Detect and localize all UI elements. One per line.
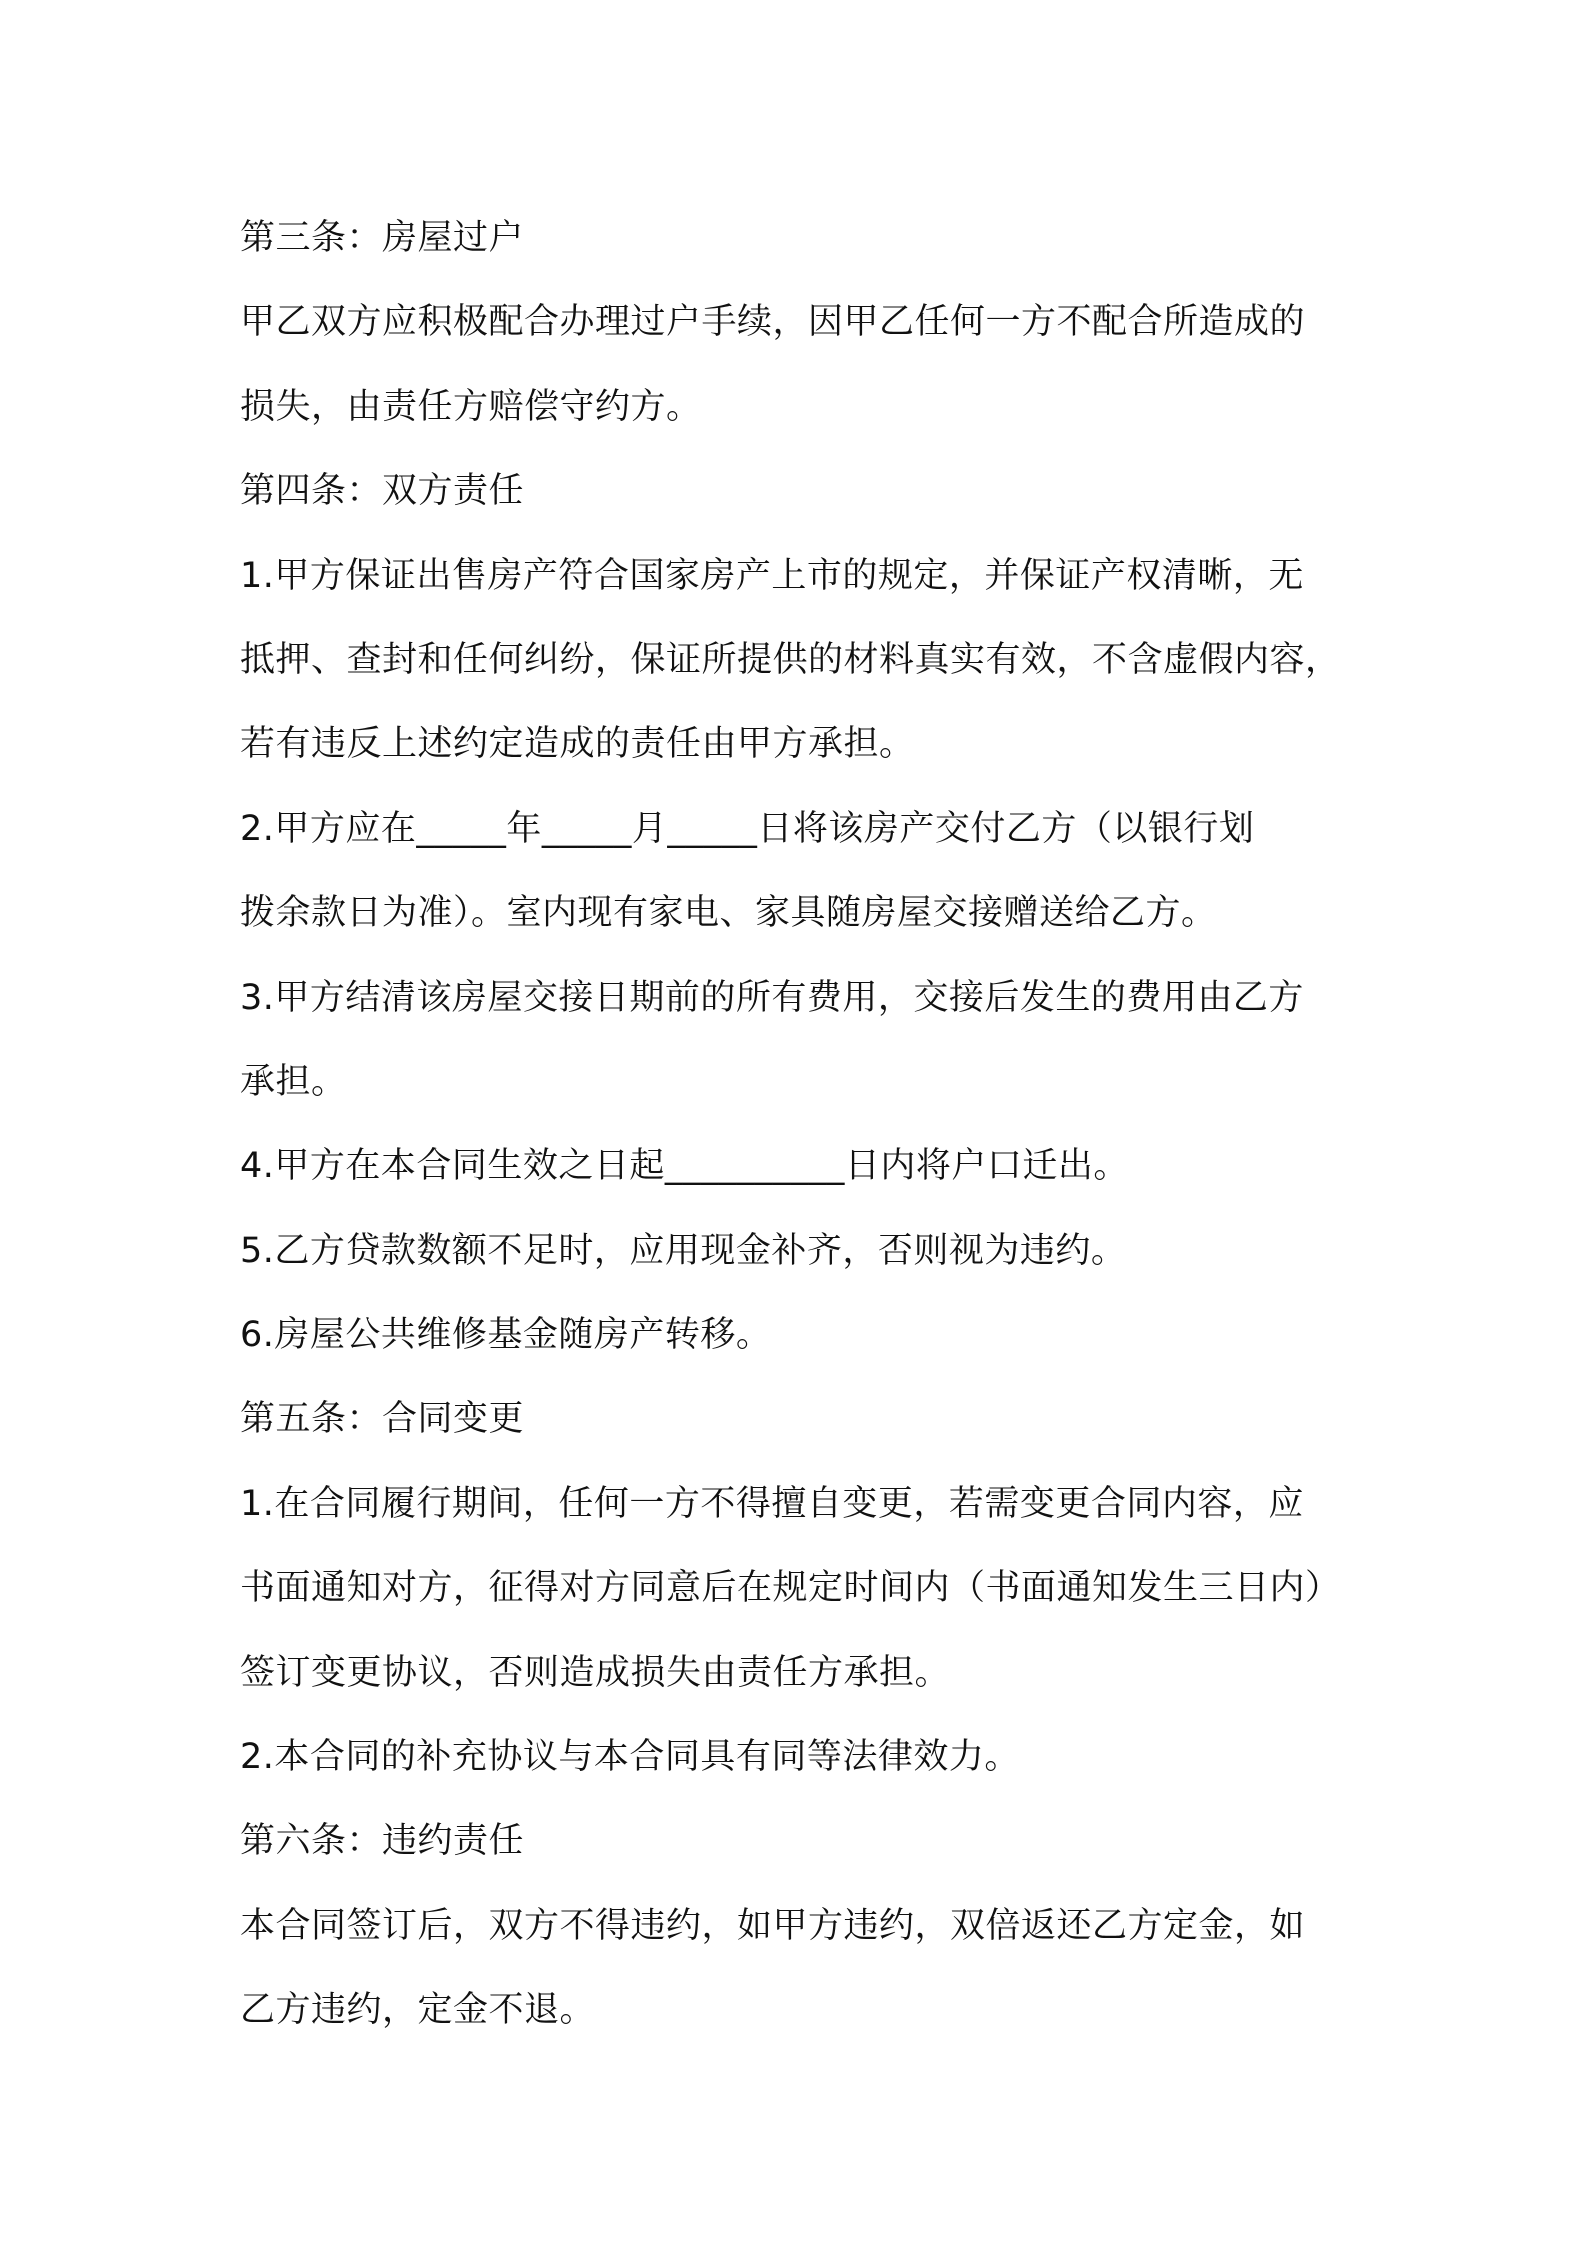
article-4-item-3-line-2: 承担。 [240,1061,347,1102]
article-4-item-5: 5.乙方贷款数额不足时，应用现金补齐，否则视为违约。 [240,1230,1127,1271]
article-3-heading: 第三条：房屋过户 [240,218,525,258]
article-6-text-line-2: 乙方违约，定金不退。 [240,1990,596,2031]
article-5-item-1-line-1: 1.在合同履行期间，任何一方不得擅自变更，若需变更合同内容，应 [240,1483,1304,1524]
article-4-item-3-line-1: 3.甲方结清该房屋交接日期前的所有费用，交接后发生的费用由乙方 [240,977,1304,1018]
article-4-item-1-line-3: 若有违反上述约定造成的责任由甲方承担。 [240,724,915,765]
article-3-text-line-1: 甲乙双方应积极配合办理过户手续，因甲乙任何一方不配合所造成的 [240,302,1306,343]
article-4-item-6: 6.房屋公共维修基金随房产转移。 [240,1315,772,1356]
article-4-item-1-line-1: 1.甲方保证出售房产符合国家房产上市的规定，并保证产权清晰，无 [240,555,1304,596]
article-5-item-2: 2.本合同的补充协议与本合同具有同等法律效力。 [240,1737,1020,1778]
article-4-item-1-line-2: 抵押、查封和任何纠纷，保证所提供的材料真实有效，不含虚假内容， [240,639,1341,680]
article-6-text-line-1: 本合同签订后，双方不得违约，如甲方违约，双倍返还乙方定金，如 [240,1905,1306,1946]
article-5-heading: 第五条：合同变更 [240,1399,525,1440]
article-5-item-1-line-2: 书面通知对方，征得对方同意后在规定时间内（书面通知发生三日内） [240,1568,1341,1609]
article-4-item-2-line-1: 2.甲方应在_____年_____月_____日将该房产交付乙方（以银行划 [240,808,1255,849]
article-6-heading: 第六条：违约责任 [240,1821,525,1862]
article-4-item-2-line-2: 拨余款日为准）。室内现有家电、家具随房屋交接赠送给乙方。 [240,893,1217,934]
article-5-item-1-line-3: 签订变更协议，否则造成损失由责任方承担。 [240,1652,951,1693]
article-3-text-line-2: 损失，由责任方赔偿守约方。 [240,386,702,427]
contract-page [240,196,1355,2053]
article-4-heading: 第四条：双方责任 [240,471,525,512]
article-4-item-4: 4.甲方在本合同生效之日起__________日内将户口迁出。 [240,1146,1129,1187]
